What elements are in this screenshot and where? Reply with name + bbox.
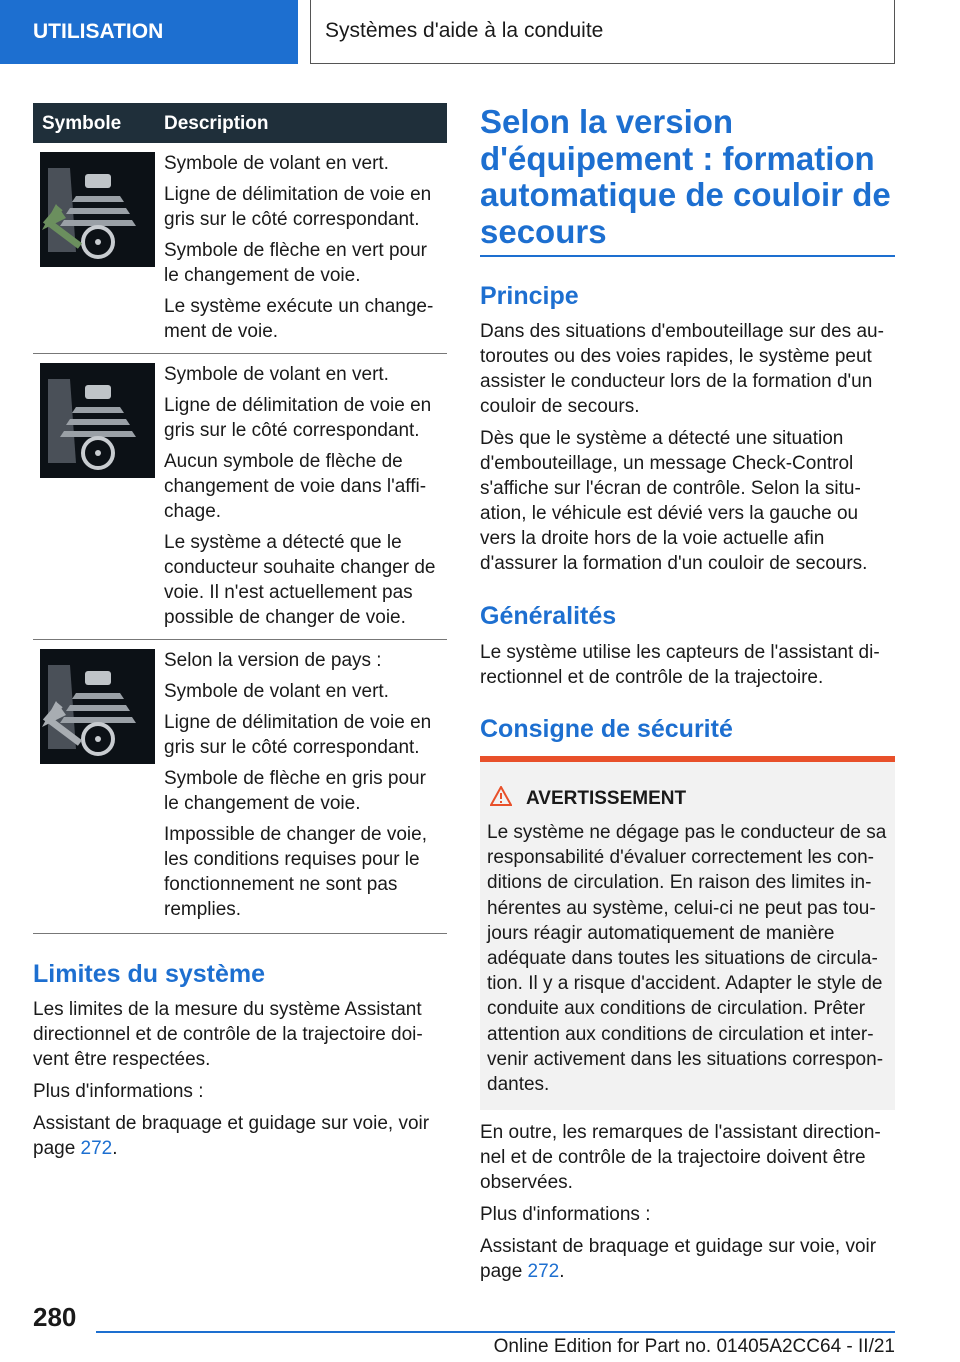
table-row (33, 354, 447, 640)
table-header (33, 103, 447, 143)
limits-heading: Limites du système (33, 960, 266, 988)
warning-title: AVERTISSEMENT (526, 788, 687, 809)
row-description: Selon la version de pays : Symbole de volant en vert. Ligne de délimitation de voie en gris sur le côté correspondant. Symbole de flèche en gris pour le changement de voie. Impossible de changer de voie, les conditions requises pour le fonctionnement ne sont pas remplies. (164, 650, 432, 920)
section-title: Selon la version d'équipement : formation automatique de couloir de secours (480, 103, 891, 250)
page-link[interactable]: 272 (527, 1261, 560, 1282)
warning-header (490, 786, 686, 812)
after-warning-body: En outre, les remarques de l'assistant direction-nel et de contrôle de la trajectoire doivent être observées. Plus d'informations : Assistant de braquage et guidage sur voie, voir page 272. (480, 1122, 881, 1282)
warning-box (480, 756, 895, 1110)
col-symbol-header: Symbole (42, 113, 122, 134)
limits-body: Les limites de la mesure du système Assistant directionnel et de contrôle de la trajectoire doi-vent être respectées. Plus d'informations : Assistant de braquage et guidage sur voie, voir page 272. (33, 999, 430, 1159)
general-body: Le système utilise les capteurs de l'assistant di-rectionnel et de contrôle de la trajectoire. (480, 642, 880, 688)
page-number: 280 (33, 1302, 77, 1332)
warning-text: Le système ne dégage pas le conducteur de sa responsabilité d'évaluer correctement les con-ditions de circulation. En raison des limites in-hérentes au système, celui-ci ne peut pas tou-jours réagir automatiquement de manière adéquate dans toutes les situations de circula-tion. Il y a risque d'accident. Adapter le style de conduite aux conditions de circulation. Prêter attention aux conditions de circulation et inter-venir activement dans les situations correspon-dantes. (487, 822, 887, 1096)
principe-body: Dans des situations d'embouteillage sur des au-toroutes ou des voies rapides, le système peut assister le conducteur lors de la formation d'un couloir de secours. Dès que le système a détecté une situation d'embouteillage, un message Check-Control s'affiche sur l'écran de contrôle. Selon la situ-ation, le véhicule est dévié vers la gauche ou vers la droite hors de la voie actuelle afin d'assurer la formation d'un couloir de secours. (480, 321, 884, 574)
header-section-tab: UTILISATION (0, 0, 298, 64)
row-description: Symbole de volant en vert. Ligne de délimitation de voie en gris sur le côté correspondant. Aucun symbole de flèche de changement de voie dans l'affi-chage. Le système a détecté que le conducteur souhaite changer de voie. Il n'est actuellement pas possible de changer de voie. (164, 364, 436, 628)
table-row (33, 640, 447, 934)
lane-change-grey-arrow-icon (40, 649, 155, 764)
warning-triangle-icon (490, 786, 512, 812)
lane-change-no-arrow-icon (40, 363, 155, 478)
general-heading: Généralités (480, 602, 617, 630)
footer-divider (96, 1331, 895, 1333)
page-link[interactable]: 272 (80, 1138, 113, 1159)
table-row (33, 143, 447, 354)
col-description-header: Description (164, 113, 269, 134)
row-description: Symbole de volant en vert. Ligne de délimitation de voie en gris sur le côté correspondant. Symbole de flèche en vert pour le changement de voie. Le système exécute un change-ment de voie. (164, 153, 434, 342)
title-divider (480, 255, 895, 257)
lane-change-green-arrow-icon (40, 152, 155, 267)
safety-heading: Consigne de sécurité (480, 715, 733, 743)
header-chapter-title: Systèmes d'aide à la conduite (310, 0, 895, 64)
principe-heading: Principe (480, 282, 579, 310)
footer-edition: Online Edition for Part no. 01405A2CC64 - II/21 (493, 1336, 895, 1357)
